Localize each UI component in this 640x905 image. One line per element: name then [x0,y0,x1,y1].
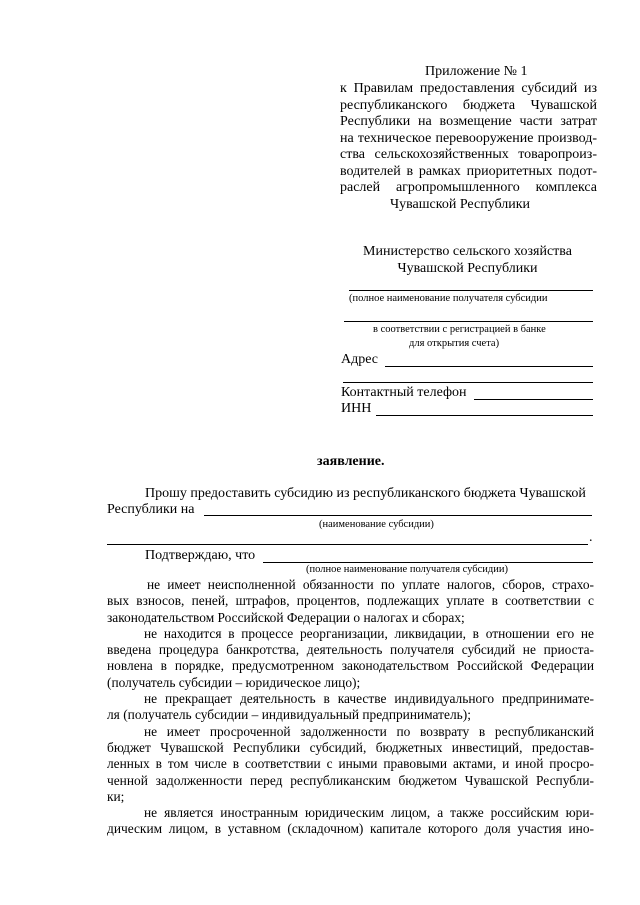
appendix-line: на техническое перевооружение производ- [340,130,597,146]
bank-hint-1: в соответствии с регистрацией в банке [373,324,546,335]
subsidy-name-field[interactable] [204,515,592,516]
condition-line-last: ля (получатель субсидии – индивидуальный предприниматель); [107,707,471,723]
condition-item [107,626,594,691]
condition-line: новлена в порядке, предусмотренном законодательством Российской Федерации [107,658,594,674]
condition-line: бюджет Чувашской Республики субсидий, бюджетных инвестиций, предостав- [107,739,594,755]
ministry-line-1: Министерство сельского хозяйства [363,244,572,259]
subsidy-name-hint: (наименование субсидии) [319,519,434,530]
bank-hint-2: для открытия счета) [409,338,500,349]
condition-item [107,724,594,805]
condition-item [107,805,594,838]
condition-line: не прекращает деятельность в качестве индивидуального предпринимате- [144,691,594,707]
confirm-recipient-field[interactable] [263,562,593,563]
inn-label: ИНН [341,401,372,416]
ministry-line-2: Чувашской Республики [397,260,538,276]
appendix-text [340,81,597,213]
recipient-name-field[interactable] [349,290,593,291]
condition-line: ленных в том числе в соответствии с иными правовыми актами, и иной просро- [107,756,594,772]
appendix-line: Республики на возмещение части затрат [340,114,597,129]
request-line-1: Прошу предоставить субсидию из республиканского бюджета Чувашской [145,486,586,501]
phone-field[interactable] [474,399,593,400]
condition-line: не находится в процессе реорганизации, ликвидации, в отношении его не [144,625,594,641]
confirm-recipient-hint: (полное наименование получателя субсидии) [306,564,508,575]
condition-line: введена процедура банкротства, деятельность получателя субсидий не приоста- [107,642,594,658]
conditions-list [107,577,594,838]
inn-field[interactable] [376,415,593,416]
appendix-line: раслей агропромышленного комплекса [340,180,597,195]
appendix-line: водителей в рамках приоритетных подот- [340,163,597,179]
condition-line-last: законодательством Российской Федерации о налогах и сборах; [107,609,465,625]
appendix-line: республиканского бюджета Чувашской [340,97,597,113]
address-field-2[interactable] [343,382,593,383]
request-line-2-label: Республики на [107,502,195,517]
appendix-line: ства сельскохозяйственных товаропроиз- [340,147,597,162]
condition-line-last: ки; [107,788,125,804]
appendix-line-last: Чувашской Республики [390,196,531,212]
confirm-label: Подтверждаю, что [145,548,256,563]
condition-line: не имеет просроченной задолженности по возврату в республиканский [144,723,594,739]
document-heading: заявление. [317,454,385,469]
condition-line: не является иностранным юридическим лицом, а также российским юри- [144,805,594,821]
condition-item [107,577,594,626]
condition-line: ченной задолженности перед республиканским бюджетом Чувашской Республи- [107,772,594,788]
condition-line-last: (получатель субсидии – юридическое лицо); [107,674,361,690]
address-label: Адрес [341,352,379,367]
ministry-name [340,244,595,277]
recipient-name-hint: (полное наименование получателя субсидии [349,293,548,304]
line-end-dot: . [589,530,593,545]
condition-line: не имеет неисполненной обязанности по уплате налогов, сборов, страхо- [147,577,594,592]
appendix-line: к Правилам предоставления субсидий из [340,81,597,96]
phone-label: Контактный телефон [341,385,467,400]
subsidy-name-field-2[interactable] [107,544,588,545]
address-field[interactable] [385,366,593,367]
condition-line: вых взносов, пеней, штрафов, процентов, подлежащих уплате в соответствии с [107,593,594,609]
condition-line: дическим лицом, в уставном (складочном) капитале которого доля участия ино- [107,821,594,837]
recipient-name-field-2[interactable] [344,321,593,322]
condition-item [107,691,594,724]
appendix-title: Приложение № 1 [425,64,528,79]
